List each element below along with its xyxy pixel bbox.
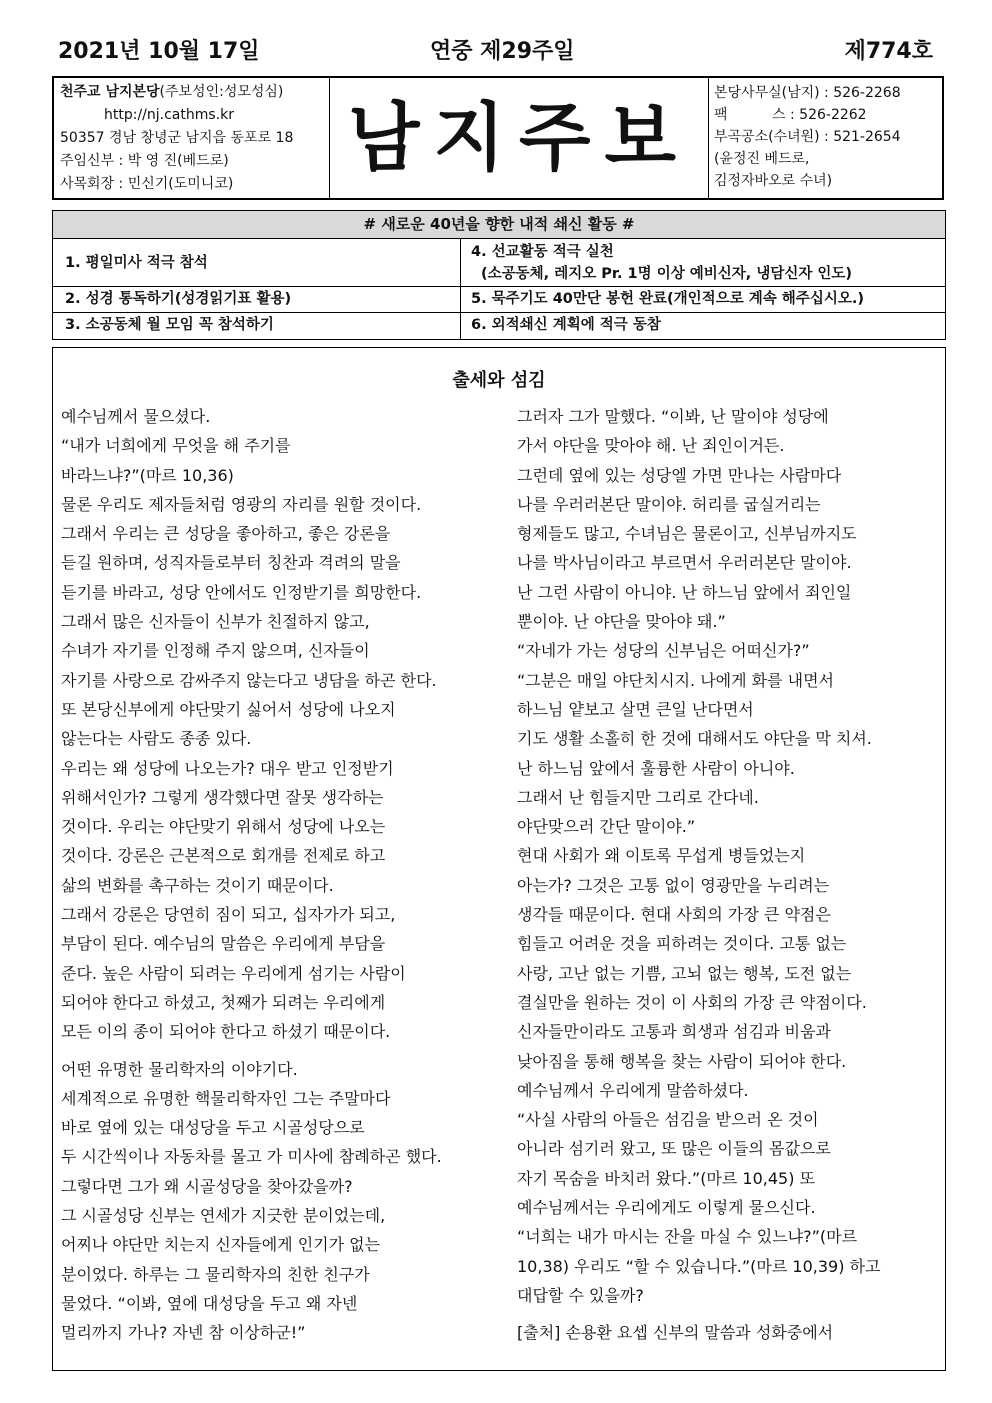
article-line: “자네가 가는 성당의 신부님은 어떠신가?” bbox=[517, 641, 810, 661]
article-line: 신자들만이라도 고통과 희생과 섬김과 비움과 bbox=[517, 1022, 832, 1042]
article-right-column bbox=[517, 402, 941, 1348]
article-line: “내가 너희에게 무엇을 해 주기를 bbox=[61, 436, 291, 456]
article-line: 아니라 섬기러 왔고, 또 많은 이들의 몸값으로 bbox=[517, 1139, 831, 1159]
article-line: 나를 박사님이라고 부르면서 우러러본단 말이야. bbox=[517, 553, 852, 573]
article-line: 멀리까지 가나? 자넨 참 이상하군!” bbox=[61, 1323, 306, 1343]
activity-item bbox=[461, 239, 945, 287]
activity-item-detail: (소공동체, 레지오 Pr. 1명 이상 예비신자, 냉담신자 인도) bbox=[481, 266, 853, 282]
article-line: 가서 야단을 맞아야 해. 난 죄인이거든. bbox=[517, 436, 785, 456]
article-line: 그러자 그가 말했다. “이봐, 난 말이야 성당에 bbox=[517, 407, 829, 426]
article-line: 삶의 변화를 촉구하는 것이기 때문이다. bbox=[61, 875, 334, 895]
article-line: 야단맞으러 간단 말이야.” bbox=[517, 817, 696, 837]
article-line: 것이다. 우리는 야단맞기 위해서 성당에 나오는 bbox=[61, 817, 386, 837]
article-line: 위해서인가? 그렇게 생각했다면 잘못 생각하는 bbox=[61, 787, 384, 807]
article-line: 현대 사회가 왜 이토록 무섭게 병들었는지 bbox=[517, 846, 806, 866]
article-line: 그 시골성당 신부는 연세가 지긋한 분이었는데, bbox=[61, 1206, 386, 1226]
activity-item: 5. 묵주기도 40만단 봉헌 완료(개인적으로 계속 해주십시오.) bbox=[461, 287, 945, 313]
article-line: 난 그런 사람이 아니야. 난 하느님 앞에서 죄인일 bbox=[517, 582, 852, 602]
council-chair: 사목회장 : 민신기(도미니코) bbox=[60, 176, 234, 192]
article-line: 그래서 강론은 당연히 짐이 되고, 십자가가 되고, bbox=[61, 905, 396, 925]
article-line: 어떤 유명한 물리학자의 이야기다. bbox=[61, 1059, 298, 1079]
article-line: 기도 생활 소홀히 한 것에 대해서도 야단을 막 치셔. bbox=[517, 729, 872, 749]
activity-item: 3. 소공동체 월 모임 꼭 참석하기 bbox=[53, 313, 461, 339]
article-source: [출처] 손용환 요셉 신부의 말씀과 성화중에서 bbox=[517, 1323, 834, 1343]
contact-person: (윤정진 베드로, bbox=[714, 151, 810, 167]
article-line: 힘들고 어려운 것을 피하려는 것이다. 고통 없는 bbox=[517, 934, 847, 954]
article-line: 것이다. 강론은 근본적으로 회개를 전제로 하고 bbox=[61, 846, 386, 866]
article-title: 출세와 섬김 bbox=[452, 370, 546, 391]
parish-address: 50357 경남 창녕군 남지읍 동포로 18 bbox=[60, 130, 294, 146]
article-line: 생각들 때문이다. 현대 사회의 가장 큰 약점은 bbox=[517, 905, 831, 925]
article-line: 않는다는 사람도 종종 있다. bbox=[61, 729, 252, 749]
article-line: 자기 목숨을 바치러 왔다.”(마르 10,45) 또 bbox=[517, 1168, 816, 1188]
article-line: 예수님께서는 우리에게도 이렇게 물으신다. bbox=[517, 1198, 816, 1218]
article-line: 그래서 난 힘들지만 그리로 간다네. bbox=[517, 787, 759, 807]
article-line: 또 본당신부에게 야단맞기 싫어서 성당에 나오지 bbox=[61, 699, 396, 719]
parish-website[interactable]: http://nj.cathms.kr bbox=[104, 107, 234, 123]
article-line: 예수님께서 우리에게 말씀하셨다. bbox=[517, 1080, 749, 1100]
contact-fax: 팩 스 : 526-2262 bbox=[714, 107, 867, 123]
article-line: 그런데 옆에 있는 성당엘 가면 만나는 사람마다 bbox=[517, 465, 842, 485]
contact-office: 본당사무실(남지) : 526-2268 bbox=[714, 85, 901, 101]
article-line: 되어야 한다고 하셨고, 첫째가 되려는 우리에게 bbox=[61, 992, 386, 1012]
activity-item: 1. 평일미사 적극 참석 bbox=[53, 239, 461, 287]
masthead-box bbox=[330, 78, 709, 198]
article-line: 그렇다면 그가 왜 시골성당을 찾아갔을까? bbox=[61, 1176, 353, 1196]
article-line: 자기를 사랑으로 감싸주지 않는다고 냉담을 하곤 한다. bbox=[61, 670, 437, 690]
activity-item: 6. 외적쇄신 계획에 적극 동참 bbox=[471, 317, 661, 333]
article-line: 듣기를 바라고, 성당 안에서도 인정받기를 희망한다. bbox=[61, 582, 422, 602]
article-line: “사실 사람의 아들은 섬김을 받으러 온 것이 bbox=[517, 1110, 819, 1130]
article-line: 바로 옆에 있는 대성당을 두고 시골성당으로 bbox=[61, 1118, 365, 1138]
article-line: 우리는 왜 성당에 나오는가? 대우 받고 인정받기 bbox=[61, 758, 394, 778]
article-line: 형제들도 많고, 수녀님은 물론이고, 신부님까지도 bbox=[517, 524, 857, 544]
right-paragraph-block bbox=[517, 402, 941, 1310]
article-line: 그래서 많은 신자들이 신부가 친절하지 않고, bbox=[61, 612, 370, 632]
parish-name: 천주교 남지본당 bbox=[60, 84, 160, 100]
article-line: “너희는 내가 마시는 잔을 마실 수 있느냐?”(마르 bbox=[517, 1227, 858, 1247]
masthead-title: 남지주보 bbox=[348, 95, 690, 181]
activities-title: # 새로운 40년을 향한 내적 쇄신 활동 # bbox=[53, 211, 945, 239]
article-line: 나를 우러러본단 말이야. 허리를 굽실거리는 bbox=[517, 494, 821, 514]
article-left-column bbox=[61, 402, 491, 1348]
contact-gongso: 부곡공소(수녀원) : 521-2654 bbox=[714, 129, 901, 145]
liturgical-week: 연중 제29주일 bbox=[430, 39, 575, 64]
contact-info bbox=[708, 78, 942, 198]
article-line: 듣길 원하며, 성직자들로부터 칭찬과 격려의 말을 bbox=[61, 553, 401, 573]
article-line: 그래서 우리는 큰 성당을 좋아하고, 좋은 강론을 bbox=[61, 524, 391, 544]
article-line: 부담이 된다. 예수님의 말씀은 우리에게 부담을 bbox=[61, 934, 386, 954]
pastor-name: 주임신부 : 박 영 진(베드로) bbox=[60, 153, 229, 169]
article-line: 낮아짐을 통해 행복을 찾는 사람이 되어야 한다. bbox=[517, 1051, 847, 1071]
renewal-activities-table bbox=[52, 210, 946, 340]
parish-patron: (주보성인:성모성심) bbox=[159, 84, 284, 100]
article-line: 뿐이야. 난 야단을 맞아야 돼.” bbox=[517, 612, 726, 632]
article-line: 모든 이의 종이 되어야 한다고 하셨기 때문이다. bbox=[61, 1022, 391, 1042]
article-line: 준다. 높은 사람이 되려는 우리에게 섬기는 사람이 bbox=[61, 963, 406, 983]
article-line: 물론 우리도 제자들처럼 영광의 자리를 원할 것이다. bbox=[61, 494, 422, 514]
article-line: “그분은 매일 야단치시지. 나에게 화를 내면서 bbox=[517, 670, 835, 690]
left-paragraph-block-b bbox=[61, 1055, 491, 1348]
article-line: 분이었다. 하루는 그 물리학자의 친한 친구가 bbox=[61, 1264, 370, 1284]
article-line: 사랑, 고난 없는 기쁨, 고뇌 없는 행복, 도전 없는 bbox=[517, 963, 852, 983]
article-line: 결실만을 원하는 것이 이 사회의 가장 큰 약점이다. bbox=[517, 992, 867, 1012]
article-line: 하느님 얕보고 살면 큰일 난다면서 bbox=[517, 699, 754, 719]
article-line: 아는가? 그것은 고통 없이 영광만을 누리려는 bbox=[517, 875, 830, 895]
article-line: 두 시간씩이나 자동차를 몰고 가 미사에 참례하곤 했다. bbox=[61, 1147, 442, 1167]
issue-number: 제774호 bbox=[844, 39, 933, 64]
article-line: 수녀가 자기를 인정해 주지 않으며, 신자들이 bbox=[61, 641, 370, 661]
article-line: 세계적으로 유명한 핵물리학자인 그는 주말마다 bbox=[61, 1088, 391, 1108]
article-line: 바라느냐?”(마르 10,36) bbox=[61, 465, 234, 485]
issue-topline bbox=[58, 34, 933, 68]
activity-item: 2. 성경 통독하기(성경읽기표 활용) bbox=[53, 287, 461, 313]
article-line: 어찌나 야단만 치는지 신자들에게 인기가 없는 bbox=[61, 1235, 381, 1255]
issue-date: 2021년 10월 17일 bbox=[58, 39, 260, 64]
parish-info bbox=[54, 78, 330, 198]
article-line: 물었다. “이봐, 옆에 대성당을 두고 왜 자넨 bbox=[61, 1293, 358, 1313]
bulletin-header bbox=[52, 76, 944, 200]
contact-sister: 김정자바오로 수녀) bbox=[714, 173, 833, 189]
article-line: 10,38) 우리도 “할 수 있습니다.”(마르 10,39) 하고 bbox=[517, 1256, 881, 1276]
reflection-article bbox=[52, 347, 946, 1371]
article-line: 대답할 수 있을까? bbox=[517, 1285, 644, 1305]
activity-item-heading: 4. 선교활동 적극 실천 bbox=[471, 244, 614, 260]
article-line: 난 하느님 앞에서 훌륭한 사람이 아니야. bbox=[517, 758, 795, 778]
left-paragraph-block-a bbox=[61, 402, 491, 1047]
article-line: 예수님께서 물으셨다. bbox=[61, 407, 211, 426]
